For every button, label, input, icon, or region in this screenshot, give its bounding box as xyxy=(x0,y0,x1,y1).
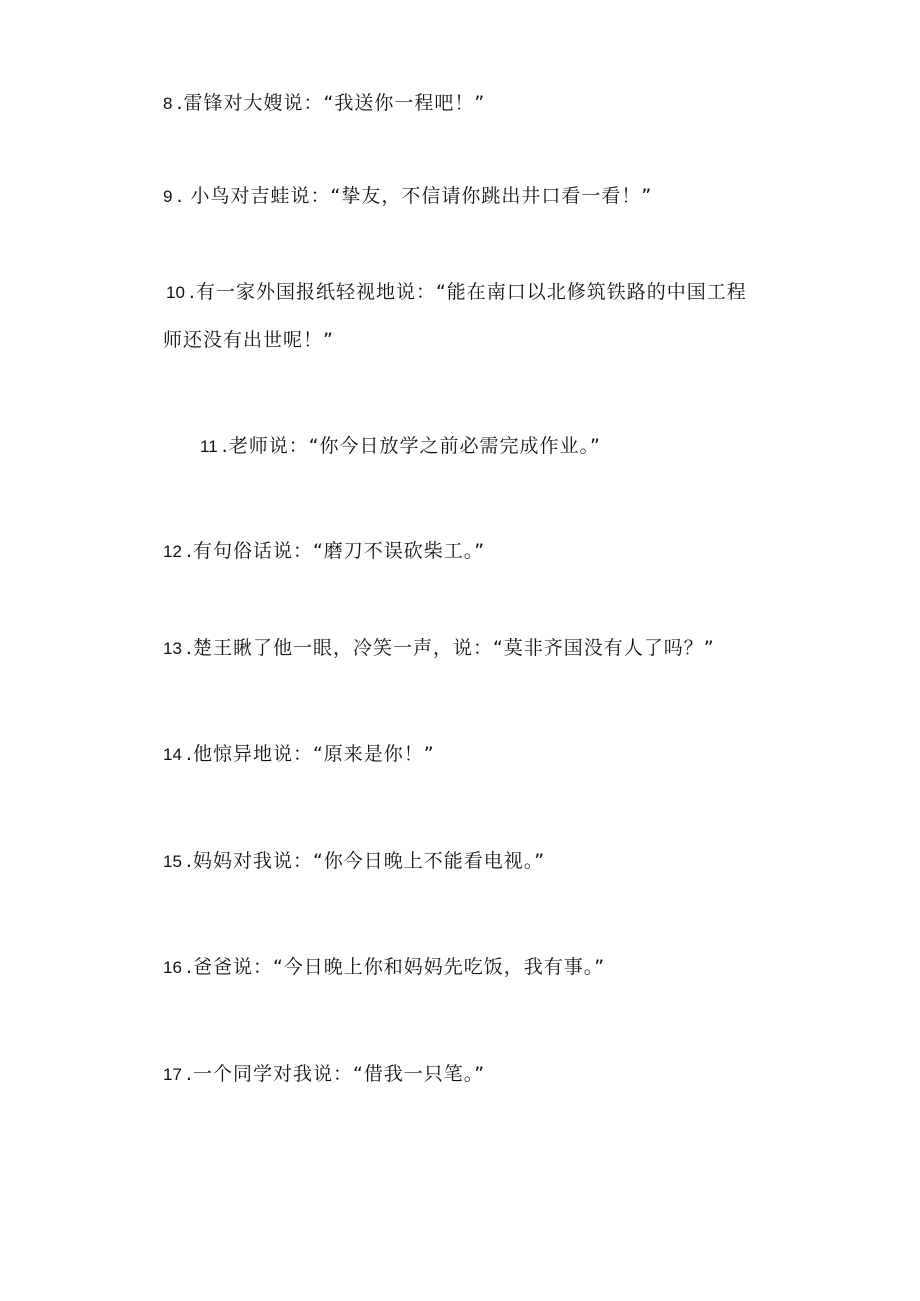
item-number: 17 xyxy=(163,1065,182,1084)
item-text: .楚王瞅了他一眼，冷笑一声，说：“莫非齐国没有人了吗？” xyxy=(185,637,715,659)
list-item xyxy=(200,437,601,456)
item-number: 15 xyxy=(163,852,182,871)
item-number: 11 xyxy=(200,437,218,456)
list-item xyxy=(163,187,652,206)
item-text: .一个同学对我说：“借我一只笔。” xyxy=(185,1063,486,1085)
item-text: .有一家外国报纸轻视地说：“能在南口以北修筑铁路的中国工程 xyxy=(188,281,747,303)
item-number: 8 xyxy=(163,94,173,113)
item-text: .雷锋对大嫂说：“我送你一程吧！” xyxy=(176,92,486,114)
item-number: 13 xyxy=(163,639,182,658)
item-number: 14 xyxy=(163,745,182,764)
item-text: .他惊异地说：“原来是你！” xyxy=(185,743,435,765)
item-text: .妈妈对我说：“你今日晚上不能看电视。” xyxy=(185,850,546,872)
item-text-continuation: 师还没有出世呢！” xyxy=(163,329,334,351)
list-item xyxy=(163,745,435,764)
item-text: . 小鸟对吉蛙说：“挚友，不信请你跳出井口看一看！” xyxy=(176,185,653,207)
list-item xyxy=(166,283,747,302)
list-item xyxy=(163,1065,485,1084)
list-item xyxy=(163,958,605,977)
item-number: 9 xyxy=(163,187,173,206)
item-text: .爸爸说：“今日晚上你和妈妈先吃饭，我有事。” xyxy=(185,956,606,978)
list-item xyxy=(163,542,485,561)
list-item xyxy=(163,852,545,871)
list-item xyxy=(163,639,715,658)
item-number: 12 xyxy=(163,542,182,561)
item-number: 10 xyxy=(166,283,185,302)
item-text: .有句俗话说：“磨刀不误砍柴工。” xyxy=(185,540,486,562)
item-text: .老师说：“你今日放学之前必需完成作业。” xyxy=(221,435,601,457)
item-number: 16 xyxy=(163,958,182,977)
list-item xyxy=(163,94,485,113)
